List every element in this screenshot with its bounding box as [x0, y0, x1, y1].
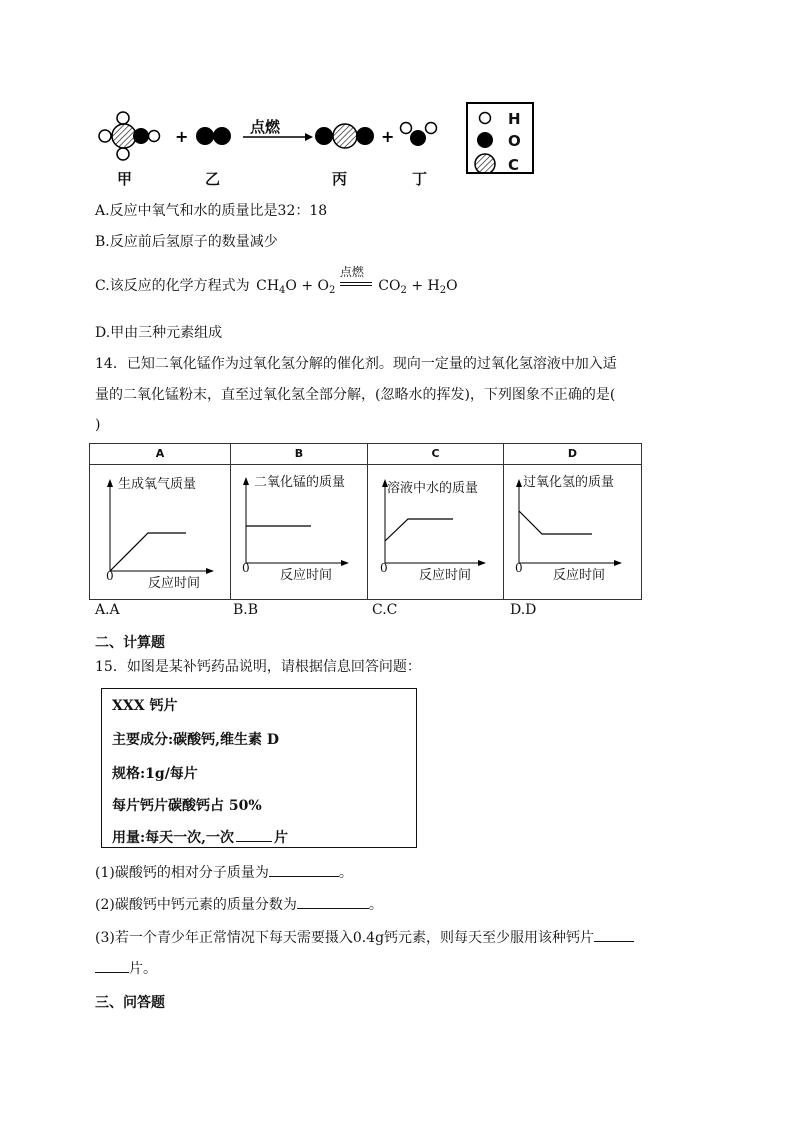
header-b: B — [294, 447, 304, 460]
q14-graph-table — [89, 443, 642, 600]
q14-option-d: D.D — [510, 602, 537, 618]
tablet-ingredients: 主要成分:碳酸钙,维生素 D — [112, 732, 280, 748]
q15-sub3 — [95, 927, 634, 948]
q15-sub1-end: 。 — [338, 865, 353, 881]
eq-sub-2c: 2 — [439, 285, 447, 296]
legend-c: C — [508, 156, 520, 174]
q15-sub3-end: 片。 — [129, 961, 157, 977]
equation-double-line — [339, 265, 374, 290]
plus-sign-1: + — [175, 127, 189, 146]
section-2-heading: 二、计算题 — [95, 635, 165, 651]
q15-sub2-end: 。 — [368, 897, 383, 913]
label-jia: 甲 — [117, 170, 133, 188]
plus-sign-2: + — [381, 127, 395, 146]
q15-sub3-cont — [95, 958, 157, 979]
q14-line-3: ) — [95, 417, 101, 433]
q15-sub2-blank — [297, 894, 369, 909]
tablet-content: 每片钙片碳酸钙占 50% — [112, 798, 262, 814]
graph-b-ylabel: 二氧化锰的质量 — [254, 475, 346, 490]
q14-option-c: C.C — [372, 602, 398, 618]
dosage-blank — [236, 827, 272, 842]
q13-option-d: D.甲由三种元素组成 — [95, 325, 223, 341]
eq-co: CO — [378, 278, 401, 294]
atom-legend — [466, 102, 534, 174]
molecule-ding — [401, 123, 437, 147]
atom-legend-svg — [468, 104, 532, 172]
reaction-diagram — [95, 108, 445, 188]
q14-option-b: B.B — [233, 602, 259, 618]
q13-option-a: A.反应中氧气和水的质量比是32：18 — [95, 203, 328, 219]
legend-h: H — [508, 110, 521, 128]
label-yi: 乙 — [205, 170, 221, 188]
q15-sub1-blank — [269, 862, 339, 877]
graph-d-xlabel: 反应时间 — [553, 568, 606, 583]
q15-sub3-blank-a — [594, 927, 634, 942]
graph-c-curve — [385, 519, 453, 541]
graph-d-curve — [519, 511, 592, 534]
eq-o: O — [446, 278, 458, 294]
graph-a-xlabel: 反应时间 — [148, 576, 201, 591]
q13-option-b: B.反应前后氢原子的数量减少 — [95, 234, 278, 250]
legend-o: O — [508, 132, 521, 150]
calcium-tablet-label — [101, 688, 417, 848]
q14-line-1: 14．已知二氧化锰作为过氧化氢分解的催化剂。现向一定量的过氧化氢溶液中加入适 — [95, 356, 617, 372]
graph-c-ylabel: 溶液中水的质量 — [387, 481, 479, 496]
q15-sub3-text: (3)若一个青少年正常情况下每天需要摄入0.4g钙元素，则每天至少服用该种钙片 — [95, 930, 595, 946]
graph-b-xlabel: 反应时间 — [280, 568, 333, 583]
eq-o-plus-o: O + O — [285, 278, 330, 294]
q15-sub1 — [95, 862, 353, 883]
tablet-dosage-text: 用量:每天一次,一次 — [112, 830, 235, 846]
graph-d-ylabel: 过氧化氢的质量 — [523, 475, 615, 490]
eq-sub-2a: 2 — [329, 285, 336, 296]
label-ding: 丁 — [412, 170, 428, 188]
graph-a-ylabel: 生成氧气质量 — [118, 477, 197, 492]
q13-option-c — [95, 265, 458, 301]
graph-a-curve — [110, 533, 186, 571]
header-c: C — [431, 447, 440, 460]
tablet-dosage — [112, 827, 288, 847]
q15-sub3-blank-b — [95, 958, 129, 973]
q14-line-2: 量的二氧化锰粉末，直至过氧化氢全部分解，(忽略水的挥发)，下列图象不正确的是( — [95, 387, 616, 403]
graph-c-origin: 0 — [380, 561, 388, 575]
equation-right — [378, 278, 457, 294]
molecule-bing — [315, 124, 374, 148]
tablet-name: XXX 钙片 — [112, 698, 178, 714]
tablet-spec: 规格:1g/每片 — [112, 766, 198, 782]
equation-left — [256, 278, 340, 294]
eq-sub-2b: 2 — [400, 285, 407, 296]
q14-option-a: A.A — [95, 602, 120, 618]
tablet-dosage-unit: 片 — [274, 830, 289, 846]
header-d: D — [567, 447, 578, 460]
header-a: A — [155, 447, 165, 460]
molecule-jia — [99, 112, 160, 160]
q15-intro: 15．如图是某补钙药品说明，请根据信息回答问题： — [95, 659, 421, 675]
section-3-heading: 三、问答题 — [95, 995, 165, 1011]
eq-sub-4: 4 — [279, 285, 286, 296]
eq-ch: CH — [256, 278, 280, 294]
graph-a-origin: 0 — [106, 569, 114, 583]
q15-sub1-text: (1)碳酸钙的相对分子质量为 — [95, 865, 269, 881]
reaction-condition: 点燃 — [250, 118, 281, 136]
label-bing: 丙 — [332, 170, 348, 188]
q13-option-c-prefix: C.该反应的化学方程式为 — [95, 278, 250, 294]
graph-b-origin: 0 — [242, 561, 250, 575]
graph-d-origin: 0 — [515, 561, 523, 575]
molecule-yi — [196, 127, 231, 145]
q15-sub2 — [95, 894, 383, 915]
eq-plus-h: + H — [406, 278, 440, 294]
q15-sub2-text: (2)碳酸钙中钙元素的质量分数为 — [95, 897, 297, 913]
graph-c-xlabel: 反应时间 — [419, 568, 472, 583]
eq-condition: 点燃 — [339, 265, 364, 279]
